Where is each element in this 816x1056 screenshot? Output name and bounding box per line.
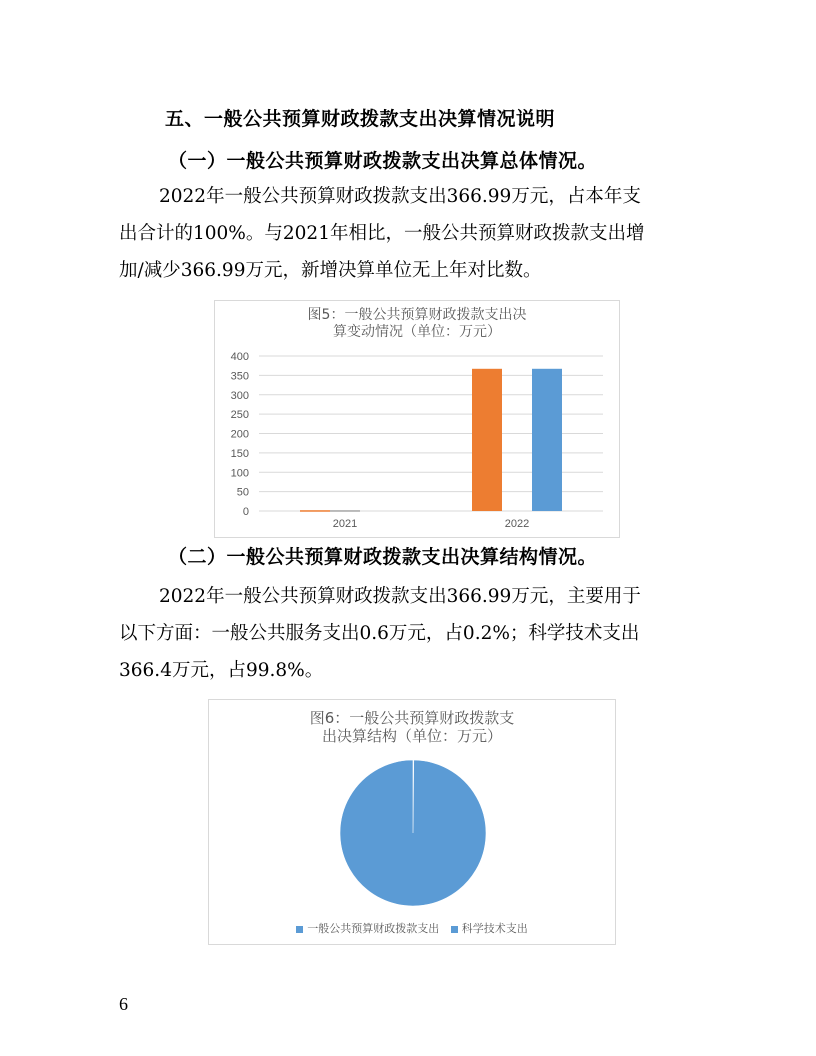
page-number: 6 xyxy=(119,994,128,1014)
y-tick-label: 400 xyxy=(230,351,249,363)
y-tick-label: 350 xyxy=(230,370,249,383)
bar-chart-plot xyxy=(215,301,619,537)
legend-label: 一般公共预算财政拨款支出 xyxy=(307,922,440,935)
chart-legend xyxy=(209,920,615,936)
bar xyxy=(472,369,502,511)
y-tick-label: 250 xyxy=(230,409,249,422)
paragraph-line: 2022年一般公共预算财政拨款支出366.99万元，主要用于 xyxy=(159,586,641,607)
legend-item xyxy=(451,920,528,936)
subsection-heading-1: （一）一般公共预算财政拨款支出决算总体情况。 xyxy=(168,150,598,172)
y-tick-label: 200 xyxy=(230,428,249,441)
paragraph-line: 以下方面：一般公共服务支出0.6万元，占0.2%；科学技术支出 xyxy=(119,623,640,644)
legend-swatch xyxy=(451,926,458,933)
paragraph-line: 加/减少366.99万元，新增决算单位无上年对比数。 xyxy=(119,260,542,281)
y-tick-label: 100 xyxy=(230,467,249,480)
subsection-heading-2: （二）一般公共预算财政拨款支出决算结构情况。 xyxy=(168,546,598,568)
bar xyxy=(532,369,562,511)
y-tick-label: 0 xyxy=(242,506,249,518)
paragraph-line: 2022年一般公共预算财政拨款支出366.99万元，占本年支 xyxy=(159,186,641,207)
legend-label: 科学技术支出 xyxy=(461,922,528,935)
bar-chart-5 xyxy=(214,300,620,538)
pie-chart-plot xyxy=(209,700,615,944)
chart-title-line1: 图6：一般公共预算财政拨款支 xyxy=(309,709,515,727)
pie-chart-6 xyxy=(208,699,616,945)
pie-slice xyxy=(340,760,486,906)
x-tick-label: 2021 xyxy=(332,518,358,530)
y-tick-label: 300 xyxy=(230,389,249,402)
chart-title-line2: 算变动情况（单位：万元） xyxy=(333,324,501,340)
section-heading: 五、一般公共预算财政拨款支出决算情况说明 xyxy=(165,108,556,130)
chart-title-line1: 图5：一般公共预算财政拨款支出决 xyxy=(307,307,527,323)
legend-swatch xyxy=(296,926,303,933)
paragraph-1 xyxy=(119,178,699,289)
bar xyxy=(330,510,360,512)
paragraph-line: 出合计的100%。与2021年相比，一般公共预算财政拨款支出增 xyxy=(119,223,645,244)
paragraph-2 xyxy=(119,578,699,689)
y-tick-label: 50 xyxy=(236,486,249,499)
paragraph-line: 366.4万元，占99.8%。 xyxy=(119,660,324,681)
y-tick-label: 150 xyxy=(230,447,249,460)
bar xyxy=(300,510,330,512)
x-tick-label: 2022 xyxy=(504,518,530,530)
legend-item xyxy=(296,920,439,936)
chart-title-line2: 出决算结构（单位：万元） xyxy=(321,727,502,745)
